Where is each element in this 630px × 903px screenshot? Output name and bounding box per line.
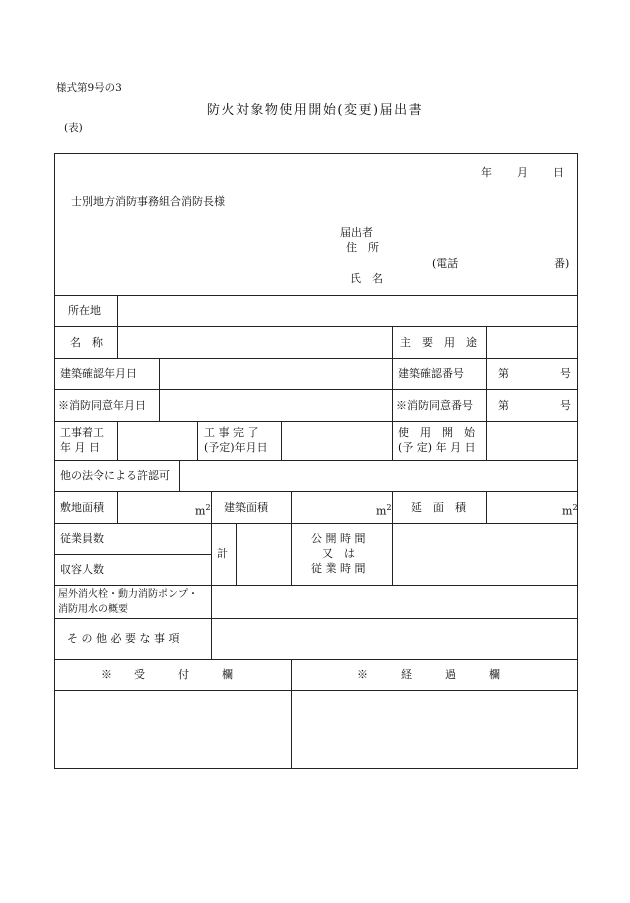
row-divider bbox=[55, 659, 577, 660]
use-start-label: 使 用 開 始 bbox=[398, 426, 475, 439]
employees-label: 従業員数 bbox=[60, 532, 104, 545]
col-divider bbox=[392, 326, 393, 358]
name-label: 氏 名 bbox=[350, 272, 383, 285]
col-divider bbox=[486, 421, 487, 460]
col-divider bbox=[117, 295, 118, 326]
build-confirm-no-label: 建築確認番号 bbox=[398, 367, 464, 380]
row-divider bbox=[55, 389, 577, 390]
fire-consent-no-label: ※消防同意番号 bbox=[396, 399, 473, 412]
capacity-label: 収容人数 bbox=[60, 563, 104, 576]
row-divider bbox=[55, 554, 211, 555]
fire-no-prefix: 第 bbox=[498, 399, 509, 412]
outdoor-hydrant-label-2: 消防用水の概要 bbox=[58, 604, 128, 615]
row-divider bbox=[55, 358, 577, 359]
other-law-label: 他の法令による許認可 bbox=[60, 469, 170, 482]
col-divider bbox=[211, 585, 212, 618]
construction-end-label: 工 事 完 了 bbox=[204, 426, 259, 439]
build-confirm-date-label: 建築確認年月日 bbox=[60, 367, 137, 380]
building-area-label: 建築面積 bbox=[224, 501, 268, 514]
location-label: 所在地 bbox=[68, 304, 101, 317]
col-divider bbox=[281, 421, 282, 460]
col-divider bbox=[392, 421, 393, 460]
notifier-label: 届出者 bbox=[340, 226, 373, 239]
row-divider bbox=[55, 523, 577, 524]
row-divider bbox=[55, 295, 577, 296]
col-divider bbox=[236, 523, 237, 585]
row-divider bbox=[55, 690, 577, 691]
date-day: 日 bbox=[553, 166, 564, 179]
col-divider bbox=[392, 491, 393, 523]
fire-consent-date-label: ※消防同意年月日 bbox=[58, 399, 146, 412]
row-divider bbox=[55, 326, 577, 327]
col-divider bbox=[486, 326, 487, 358]
facility-name-label: 名 称 bbox=[70, 336, 103, 349]
phone-open: (電話 bbox=[432, 257, 459, 270]
construction-end-label-2: (予定)年月日 bbox=[204, 441, 268, 454]
main-use-label: 主 要 用 途 bbox=[400, 336, 477, 349]
build-no-suffix: 号 bbox=[560, 367, 571, 380]
address-label: 住 所 bbox=[346, 241, 379, 254]
site-area-unit: $m^2$ bbox=[195, 503, 211, 518]
use-start-label-2: (予 定) 年 月 日 bbox=[398, 441, 476, 454]
col-divider bbox=[392, 358, 393, 421]
col-divider bbox=[211, 491, 212, 523]
outdoor-hydrant-label: 屋外消火栓・動力消防ポンプ・ bbox=[58, 589, 198, 600]
date-year: 年 bbox=[481, 166, 492, 179]
col-divider bbox=[486, 491, 487, 523]
col-divider bbox=[179, 460, 180, 491]
col-divider bbox=[291, 523, 292, 585]
floor-area-label: 延 面 積 bbox=[411, 501, 466, 514]
row-divider bbox=[55, 585, 577, 586]
form-number: 様式第9号の3 bbox=[56, 82, 122, 94]
col-divider bbox=[197, 421, 198, 460]
progress-column-header: ※ 経 過 欄 bbox=[357, 668, 500, 681]
phone-close: 番) bbox=[554, 257, 570, 270]
col-divider bbox=[117, 421, 118, 460]
total-label: 計 bbox=[217, 547, 228, 560]
other-items-label: そ の 他 必 要 な 事 項 bbox=[67, 632, 180, 645]
col-divider bbox=[291, 659, 292, 768]
build-no-prefix: 第 bbox=[498, 367, 509, 380]
construction-start-label-2: 年 月 日 bbox=[60, 441, 100, 454]
col-divider bbox=[117, 326, 118, 358]
row-divider bbox=[55, 460, 577, 461]
hours-label-1: 公 開 時 間 bbox=[311, 532, 366, 545]
floor-area-unit: $m^2$ bbox=[562, 503, 578, 518]
col-divider bbox=[117, 491, 118, 523]
row-divider bbox=[55, 491, 577, 492]
date-month: 月 bbox=[517, 166, 528, 179]
construction-start-label: 工事着工 bbox=[60, 426, 104, 439]
col-divider bbox=[211, 523, 212, 585]
col-divider bbox=[211, 618, 212, 659]
col-divider bbox=[392, 523, 393, 585]
row-divider bbox=[55, 618, 577, 619]
page-title: 防火対象物使用開始(変更)届出書 bbox=[206, 103, 424, 118]
hours-label-2: 又 は bbox=[322, 547, 355, 560]
col-divider bbox=[159, 358, 160, 421]
side-label: (表) bbox=[64, 122, 83, 134]
addressee: 士別地方消防事務組合消防長様 bbox=[71, 195, 225, 208]
reception-column-header: ※ 受 付 欄 bbox=[101, 668, 233, 681]
site-area-label: 敷地面積 bbox=[60, 501, 104, 514]
building-area-unit: $m^2$ bbox=[376, 503, 392, 518]
fire-no-suffix: 号 bbox=[560, 399, 571, 412]
form-table bbox=[54, 153, 578, 769]
col-divider bbox=[486, 358, 487, 421]
col-divider bbox=[291, 491, 292, 523]
hours-label-3: 従 業 時 間 bbox=[311, 562, 366, 575]
row-divider bbox=[55, 421, 577, 422]
